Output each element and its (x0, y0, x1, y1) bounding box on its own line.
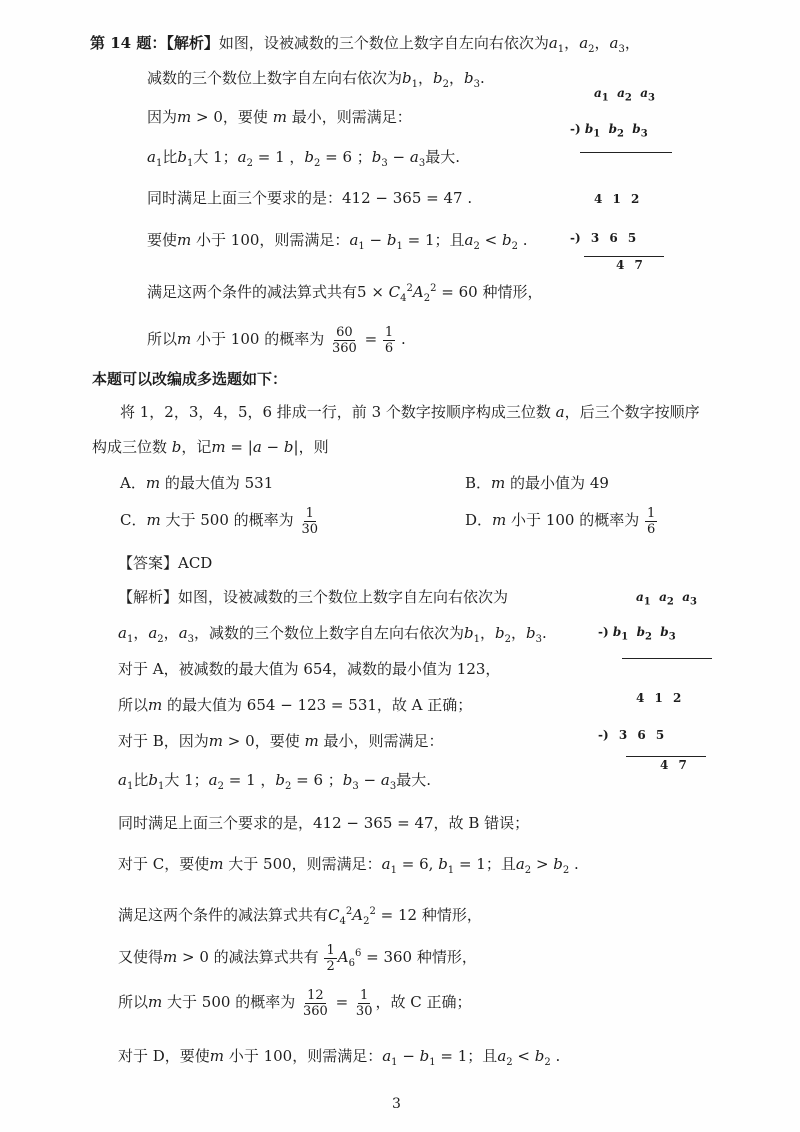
q14-line-4: $a_1$比$b_1$大 1；$a_2 = 1$ ，$b_2 = 6$ ；$b_3 - a_3$最大. (147, 148, 460, 169)
option-d: D．m 小于 100 的概率为 $\frac{1}{6}$ (465, 505, 656, 537)
fraction: $\frac{12}{360}$ (302, 987, 328, 1019)
multi-line-1: 将 1，2，3，4，5，6 排成一行，前 3 个数字按顺序构成三位数 a，后三个数字按顺序 (120, 403, 700, 421)
answer-line: 【答案】ACD (118, 554, 213, 572)
diagram-rule (584, 256, 664, 257)
q14-line-2: 减数的三个数位上数字自左向右依次为$b_1$，$b_2$，$b_3$. (147, 69, 485, 90)
subtraction-diagram-1: $a_1$ $a_2$ $a_3$ -) $b_1$ $b_2$ $b_3$ 4 1 2 -) 3 6 5 4 7 (570, 86, 680, 286)
diagram-rule (622, 658, 712, 659)
analysis-line-8: 对于 C，要使m 大于 500，则需满足：$a_1 = 6$, $b_1 = 1$；且$a_2 > b_2$ . (118, 855, 579, 876)
q14-line-1: 第 14 题：【解析】如图，设被减数的三个数位上数字自左向右依次为$a_1$，$a_2$，$a_3$， (90, 34, 640, 55)
analysis-line-4: 所以m 的最大值为 654 − 123 = 531，故 A 正确； (118, 696, 473, 714)
option-a: A．m 的最大值为 531 (120, 474, 274, 492)
diagram-rule (626, 756, 706, 757)
analysis-line-3: 对于 A，被减数的最大值为 654，减数的最小值为 123， (118, 660, 501, 678)
q14-heading: 第 14 题：【解析】 (90, 34, 219, 52)
fraction: $\frac{60}{360}$ (331, 324, 357, 356)
q14-line-7: 满足这两个条件的减法算式共有$5 \times C_4^2A_2^2 = 60$ 种情形， (147, 283, 543, 304)
q14-line-5: 同时满足上面三个要求的是：412 − 365 = 47 . (147, 189, 473, 207)
analysis-line-12: 对于 D，要使m 小于 100，则需满足：$a_1 - b_1 = 1$；且$a_2 < b_2$ . (118, 1047, 561, 1068)
fraction: $\frac{1}{6}$ (647, 505, 656, 537)
analysis-line-5: 对于 B，因为m > 0，要使 m 最小，则需满足： (118, 732, 444, 750)
diagram-rule (580, 152, 672, 153)
page-number: 3 (392, 1096, 401, 1112)
fraction: $\frac{1}{30}$ (301, 505, 318, 537)
q14-line-8: 所以m 小于 100 的概率为 $\frac{60}{360}$ = $\frac{1}{6}$ . (147, 324, 406, 356)
analysis-line-6: $a_1$比$b_1$大 1；$a_2 = 1$ ，$b_2 = 6$ ；$b_3 - a_3$最大. (118, 771, 431, 792)
analysis-line-2: $a_1$，$a_2$，$a_3$，减数的三个数位上数字自左向右依次为$b_1$，$b_2$，$b_3$. (118, 624, 547, 645)
analysis-line-10: 又使得m > 0 的减法算式共有 $\frac{1}{2}$ $A_6^6 = 360$ 种情形， (118, 942, 477, 974)
subtraction-diagram-2: $a_1$ $a_2$ $a_3$ -) $b_1$ $b_2$ $b_3$ 4 1 2 -) 3 6 5 4 7 (598, 590, 718, 790)
q14-line-3: 因为m > 0，要使 m 最小，则需满足： (147, 108, 412, 126)
fraction: $\frac{1}{2}$ (326, 942, 335, 974)
multi-heading: 本题可以改编成多选题如下： (92, 370, 288, 388)
multi-line-2: 构成三位数 b，记m = |a − b|，则 (92, 438, 329, 456)
analysis-line-7: 同时满足上面三个要求的是，412 − 365 = 47，故 B 错误； (118, 814, 530, 832)
analysis-line-11: 所以m 大于 500 的概率为 $\frac{12}{360}$ = $\frac{1}{30}$ ，故 C 正确； (118, 987, 472, 1019)
analysis-line-9: 满足这两个条件的减法算式共有$C_4^2A_2^2 = 12$ 种情形， (118, 906, 482, 927)
option-c: C．m 大于 500 的概率为 $\frac{1}{30}$ (120, 505, 318, 537)
q14-line-6: 要使m 小于 100，则需满足：$a_1 - b_1 = 1$；且$a_2 < b_2$ . (147, 231, 528, 252)
analysis-line-1: 【解析】如图，设被减数的三个数位上数字自左向右依次为 (118, 588, 509, 606)
option-b: B．m 的最小值为 49 (465, 474, 609, 492)
fraction: $\frac{1}{6}$ (384, 324, 394, 356)
fraction: $\frac{1}{30}$ (355, 987, 373, 1019)
